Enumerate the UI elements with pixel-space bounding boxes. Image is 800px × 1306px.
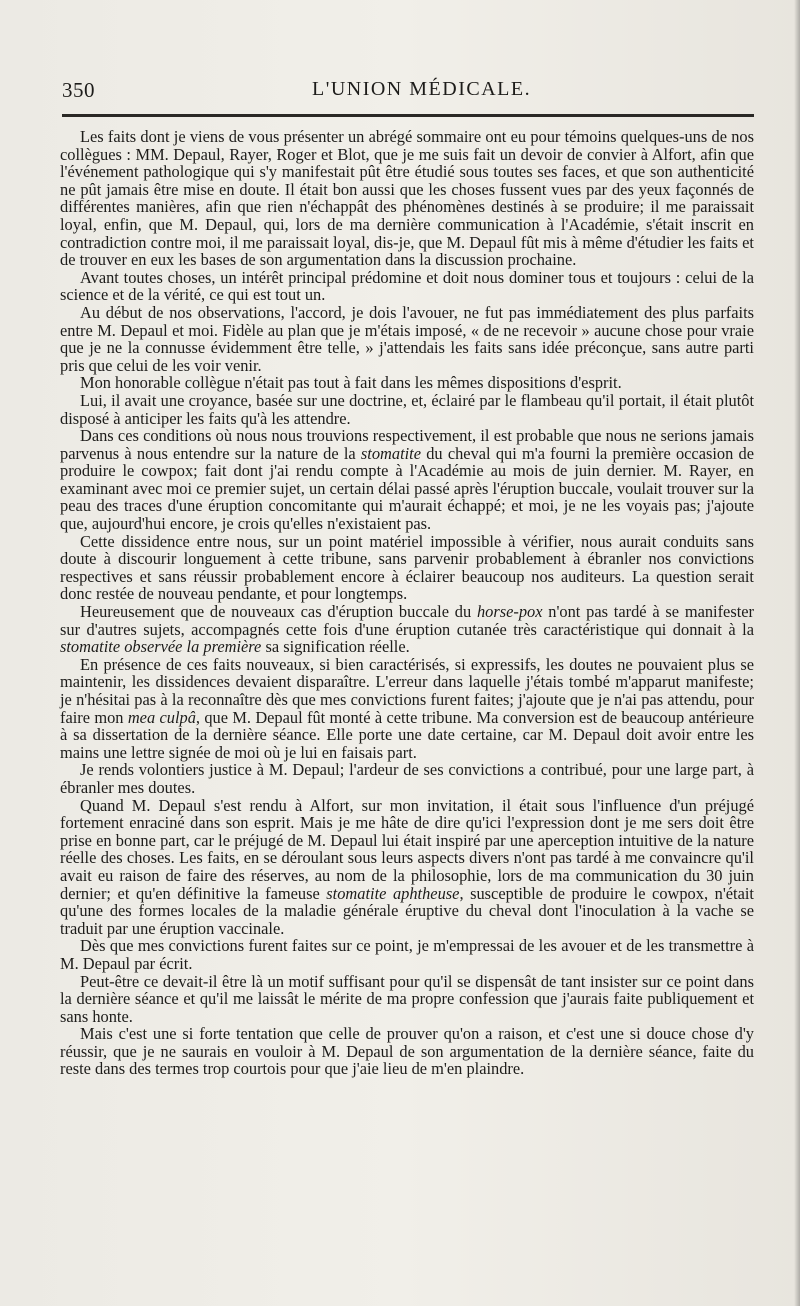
paragraph — [60, 761, 754, 796]
italic-text: stomatite aphtheuse — [326, 883, 460, 903]
paragraph-text: Au début de nos observations, l'accord, je dois l'avouer, ne fut pas immédiatement des plus parfaits entre M. Depaul et moi. Fidèle au plan que je m'étais imposé, « de ne recevoir » aucune chose pour vraie que je ne la connusse évidemment être telle, » j'attendais les faits sans idée préconçue, sans autre parti pris que celui de les voir venir. — [60, 302, 754, 375]
page-header — [62, 78, 754, 108]
paragraph — [60, 374, 754, 392]
italic-text: horse-pox — [476, 602, 543, 622]
paragraph-text: Mais c'est une si forte tentation que celle de prouver qu'on a raison, et c'est une si douce chose d'y réussir, que je ne saurais en vouloir à M. Depaul de son argumentation de la dernière séance, faite du reste dans des termes trop courtois pour que j'aie lieu de m'en plaindre. — [60, 1024, 754, 1079]
paragraph — [60, 603, 754, 656]
paragraph-text: Mon honorable collègue n'était pas tout à fait dans les mêmes dispositions d'esprit. — [80, 373, 622, 393]
paragraph-text: n'ont pas tardé à se manifester sur d'autres sujets, accompagnés cette fois d'une éruption cutanée très caractéristique qui donnait à la — [60, 602, 754, 639]
paragraph-text: Peut-être ce devait-il être là un motif suffisant pour qu'il se dispensât de tant insister sur ce point dans la dernière séance et qu'il me laissât le mérite de ma propre confession que j'aurais faite publiquement et sans honte. — [60, 971, 754, 1026]
page-number: 350 — [62, 78, 95, 102]
paragraph — [60, 1025, 754, 1078]
paragraph — [60, 656, 754, 762]
paragraph-text: Lui, il avait une croyance, basée sur une doctrine, et, éclairé par le flambeau qu'il portait, il était plutôt disposé à anticiper les faits qu'à les attendre. — [60, 390, 754, 428]
paragraph-text: Avant toutes choses, un intérêt principal prédomine et doit nous dominer tous et toujours : celui de la science et de la vérité, ce qui est tout un. — [60, 267, 754, 305]
paragraph — [60, 937, 754, 972]
running-title: L'UNION MÉDICALE. — [312, 78, 532, 100]
paragraph-text: du cheval qui m'a fourni la première occasion de produire le cowpox; fait dont j'ai rendu compte à l'Académie au mois de juin dernier. M. Rayer, en examinant avec moi ce premier sujet, un certain délai passé après l'éruption buccale, voulait trouver sur la peau des traces d'une éruption concomitante qui m'aurait échappé; et moi, je ne les voyais pas; j'ajoute que, aujourd'hui encore, je crois qu'elles n'existaient pas. — [60, 443, 754, 534]
paragraph — [60, 533, 754, 603]
paragraph-text: Les faits dont je viens de vous présenter un abrégé sommaire ont eu pour témoins quelques-uns de nos collègues : MM. Depaul, Rayer, Roger et Blot, que je me suis fait un devoir de convier à Alfort, afin que l'événement pathologique qui s'y manifestait pût être étudié sous toutes ses faces, et que son authenticité ne pût jamais être mise en doute. Il était bon aussi que les choses fussent vues par des yeux façonnés de différentes manières, afin que rien n'échappât des phénomènes destinés à se produire; il me paraissait loyal, enfin, que M. Depaul, qui, lors de ma dernière communication à l'Académie, s'était inscrit en contradiction contre moi, il me paraissait loyal, dis-je, que M. Depaul fût mis à même d'étudier les faits et de trouver en eux les bases de son argumentation dans la discussion prochaine. — [60, 127, 754, 270]
paragraph-text: sa signification réelle. — [261, 637, 410, 657]
paragraph — [60, 304, 754, 374]
paragraph-text: , susceptible de produire le cowpox, n'était qu'une des formes locales de la maladie générale éruptive du cheval dont l'inoculation à la vache se traduit par une éruption vaccinale. — [60, 883, 754, 938]
paragraph — [60, 427, 754, 533]
paragraph-text: En présence de ces faits nouveaux, si bien caractérisés, si expressifs, les doutes ne pouvaient plus se maintenir, les dissidences devaient disparaître. L'erreur dans laquelle j'étais tombé m'apparut manifeste; je n'hésitai pas à la reconnaître dès que mes convictions furent faites; j'ajoute que je n'ai pas attendu, pour faire mon — [60, 654, 754, 727]
italic-text: stomatite observée la première — [60, 637, 262, 657]
paragraph — [60, 392, 754, 427]
paragraph — [60, 269, 754, 304]
article-body — [60, 128, 754, 1078]
italic-text: stomatite — [360, 443, 422, 463]
italic-text: mea culpâ — [127, 707, 196, 727]
page-edge-shadow — [794, 0, 800, 1306]
paragraph-text: Quand M. Depaul s'est rendu à Alfort, sur mon invitation, il était sous l'influence d'un préjugé fortement enraciné dans son esprit. Mais je me hâte de dire qu'ici l'expression dont je me sers doit être prise en bonne part, car le préjugé de M. Depaul lui était inspiré par une aperception intuitive de la nature réelle des choses. Les faits, en se déroulant sous leurs aspects divers n'ont pas tardé à me convaincre qu'il avait eu raison de faire des réserves, au nom de la philosophie, lors de ma communication du 30 juin dernier; et qu'en définitive la fameuse — [60, 795, 754, 903]
paragraph — [60, 973, 754, 1026]
paragraph-text: Dans ces conditions où nous nous trouvions respectivement, il est probable que nous ne serions jamais parvenus à nous entendre sur la nature de la — [60, 426, 754, 463]
paragraph — [60, 797, 754, 938]
paragraph-text: Je rends volontiers justice à M. Depaul; l'ardeur de ses convictions a contribué, pour une large part, à ébranler mes doutes. — [60, 760, 754, 797]
paragraph-text: Dès que mes convictions furent faites sur ce point, je m'empressai de les avouer et de les transmettre à M. Depaul par écrit. — [60, 936, 754, 973]
paragraph — [60, 128, 754, 269]
paragraph-text: , que M. Depaul fût monté à cette tribune. Ma conversion est de beaucoup antérieure à sa dissertation de la dernière séance. Elle porte une date certaine, car M. Depaul doit avoir entre les mains une lettre signée de moi où je lui en faisais part. — [60, 707, 754, 762]
header-rule — [62, 114, 754, 117]
paragraph-text: Cette dissidence entre nous, sur un point matériel impossible à vérifier, nous aurait conduits sans doute à discourir longuement à cette tribune, sans parvenir probablement à ébranler nos convictions respectives et sans réussir probablement encore à éclairer beaucoup nos auditeurs. La question serait donc restée de nouveau pendante, et pour longtemps. — [60, 531, 754, 604]
paragraph-text: Heureusement que de nouveaux cas d'éruption buccale du — [80, 602, 477, 622]
